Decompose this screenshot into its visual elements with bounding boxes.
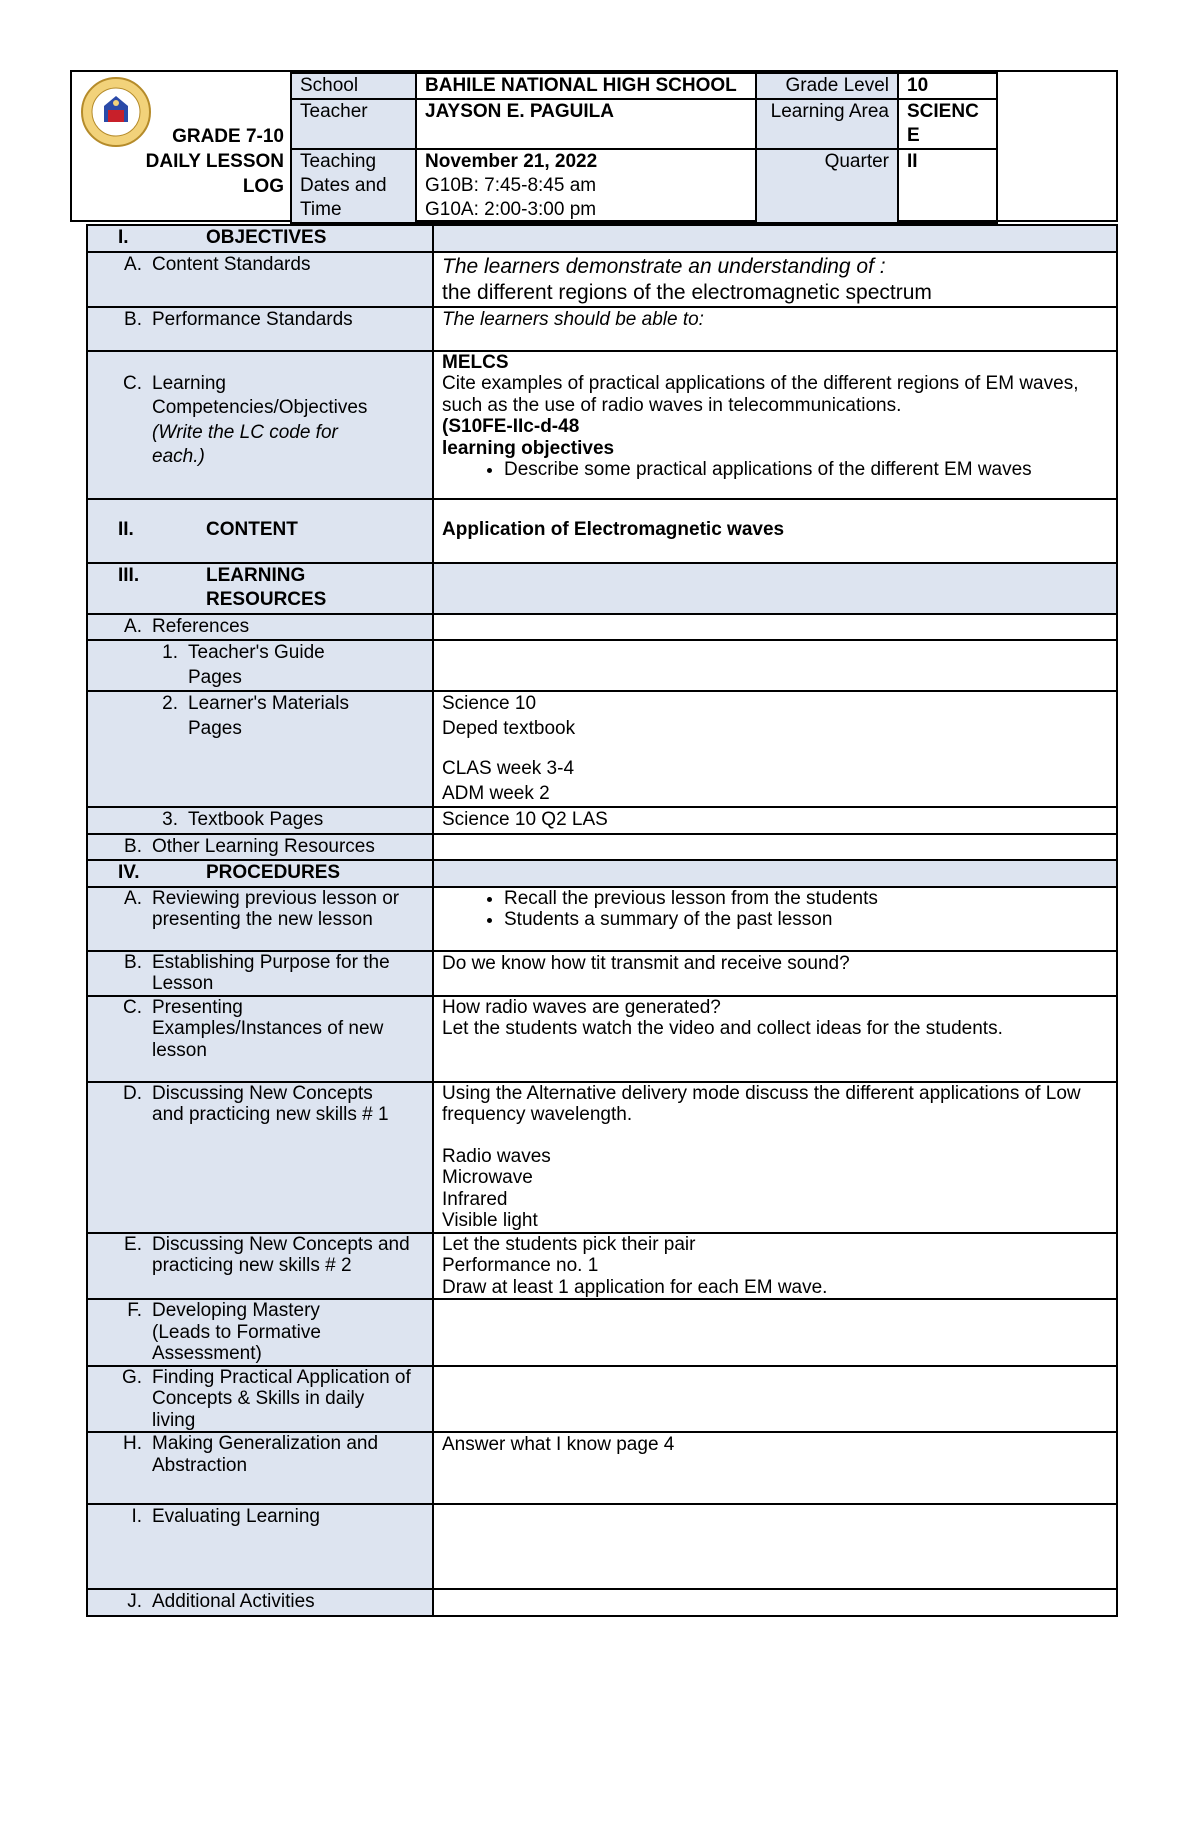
value-line: Visible light	[442, 1210, 538, 1231]
row-value: The learners should be able to:	[433, 307, 1117, 351]
school-value: BAHILE NATIONAL HIGH SCHOOL	[416, 73, 756, 99]
teacher-value: JAYSON E. PAGUILA	[416, 99, 756, 149]
row-label-text: Additional Activities	[152, 1591, 315, 1612]
lesson-log-title	[146, 124, 284, 199]
section-heading	[87, 499, 433, 563]
row-label-text: Discussing New Concepts and practicing new skills # 2	[152, 1233, 410, 1276]
value-line: How radio waves are generated?	[442, 996, 721, 1018]
value-line: Cite examples of practical applications of the different regions of EM waves, such as the use of radio waves in telecommunications.	[442, 373, 1079, 416]
row-letter: A.	[124, 887, 142, 909]
header-block	[70, 70, 1118, 222]
row-value: Answer what I know page 4	[433, 1432, 1117, 1504]
row-value	[433, 996, 1117, 1082]
row-label	[87, 807, 433, 834]
row-label	[87, 1504, 433, 1589]
row-label	[87, 252, 433, 307]
label-line: Learner's Materials	[188, 693, 349, 714]
title-line: DAILY LESSON	[145, 151, 284, 172]
value-line: (S10FE-IIc-d-48	[442, 416, 580, 437]
row-letter: B.	[124, 951, 142, 973]
label-line: Competencies/Objectives	[152, 397, 368, 418]
row-letter: A.	[124, 253, 142, 275]
table-row	[87, 307, 1117, 351]
row-value: Science 10 Q2 LAS	[433, 807, 1117, 834]
bullet-list	[442, 459, 1108, 481]
dates-value	[416, 149, 756, 223]
row-label-text	[188, 692, 349, 741]
section-title: PROCEDURES	[206, 862, 341, 883]
grade-level-value: 10	[898, 73, 997, 99]
label-line: (Write the LC code for	[152, 421, 338, 443]
grade-level-label: Grade Level	[756, 73, 898, 99]
content-value: Application of Electromagnetic waves	[433, 499, 1117, 563]
row-value	[433, 691, 1117, 807]
row-letter: C.	[123, 996, 142, 1018]
value-line: the different regions of the electromagnetic spectrum	[442, 280, 932, 304]
row-label-text: Evaluating Learning	[152, 1506, 320, 1527]
roman-numeral: I.	[118, 227, 129, 248]
table-row	[87, 834, 1117, 861]
value-line: Performance no. 1	[442, 1255, 599, 1276]
date: November 21, 2022	[425, 151, 598, 172]
value-line: Draw at least 1 application for each EM wave.	[442, 1276, 828, 1298]
table-row	[87, 1366, 1117, 1433]
row-label-text: Establishing Purpose for the Lesson	[152, 951, 390, 994]
row-label-text: Other Learning Resources	[152, 835, 375, 857]
table-row	[87, 807, 1117, 834]
row-label	[87, 351, 433, 499]
row-letter: I.	[131, 1506, 142, 1527]
row-label	[87, 1366, 433, 1433]
row-value	[433, 1233, 1117, 1300]
row-label-text: Making Generalization and Abstraction	[152, 1433, 379, 1476]
row-letter: B.	[124, 308, 142, 330]
lesson-log-table	[86, 224, 1118, 1617]
row-label-text: Content Standards	[152, 253, 311, 275]
row-label	[87, 1082, 433, 1233]
title-line: LOG	[242, 176, 284, 197]
teacher-label: Teacher	[291, 99, 416, 149]
row-label-text: Reviewing previous lesson or presenting the new lesson	[152, 887, 400, 930]
row-letter: C.	[123, 372, 142, 394]
value-line: Let the students watch the video and collect ideas for the students.	[442, 1018, 1003, 1039]
value-line: Using the Alternative delivery mode discuss the different applications of Low frequency wavelength.	[442, 1082, 1081, 1125]
section-resources	[87, 563, 1117, 614]
value-line: Science 10	[442, 693, 537, 714]
header-title-cell	[72, 72, 292, 220]
list-item: • Recall the previous lesson from the students	[504, 888, 1108, 910]
row-label-text: Textbook Pages	[188, 809, 324, 830]
value-line: Let the students pick their pair	[442, 1233, 696, 1255]
row-letter: H.	[123, 1433, 142, 1454]
table-row	[87, 1233, 1117, 1300]
roman-numeral: II.	[118, 519, 134, 541]
table-row	[87, 640, 1117, 691]
section-objectives	[87, 225, 1117, 252]
row-label	[87, 1589, 433, 1616]
row-label-text	[188, 641, 325, 690]
row-label	[87, 640, 433, 691]
label-line: Pages	[188, 666, 242, 688]
value-line: MELCS	[442, 351, 509, 373]
value-line: Infrared	[442, 1188, 508, 1210]
row-letter: F.	[127, 1300, 142, 1321]
title-line: RESOURCES	[206, 589, 327, 610]
value-line: learning objectives	[442, 437, 615, 459]
dates-label	[291, 149, 416, 223]
row-label	[87, 887, 433, 951]
quarter-value: II	[898, 149, 997, 223]
table-row	[87, 1082, 1117, 1233]
section-heading	[87, 860, 433, 887]
learning-area-line: SCIENC	[907, 101, 979, 122]
row-label	[87, 1432, 433, 1504]
table-row	[87, 1299, 1117, 1366]
label-line: Learning	[152, 372, 226, 394]
row-label-text: Finding Practical Application of Concepts & Skills in daily living	[152, 1366, 411, 1431]
label-line: each.)	[152, 446, 205, 467]
learning-area-line: E	[907, 125, 920, 146]
school-label: School	[291, 73, 416, 99]
value-line: Radio waves	[442, 1145, 551, 1167]
row-letter: B.	[124, 835, 142, 857]
roman-numeral: IV.	[118, 862, 140, 883]
row-value	[433, 1082, 1117, 1233]
schedule-time: G10A: 2:00-3:00 pm	[425, 199, 597, 220]
title-line: LEARNING	[206, 564, 306, 586]
value-line: CLAS week 3-4	[442, 758, 575, 779]
table-row	[87, 887, 1117, 951]
dates-label-line: Time	[300, 199, 342, 220]
dates-label-line: Dates and	[300, 175, 387, 196]
row-letter: G.	[121, 1366, 142, 1388]
row-label-text: Presenting Examples/Instances of new lesson	[152, 996, 384, 1061]
row-letter: D.	[123, 1082, 142, 1104]
row-letter: J.	[127, 1591, 142, 1612]
deped-seal-logo	[80, 76, 152, 148]
section-procedures	[87, 860, 1117, 887]
section-title: CONTENT	[206, 519, 298, 541]
row-number: 3.	[162, 809, 178, 830]
table-row	[87, 996, 1117, 1082]
learning-area-label: Learning Area	[756, 99, 898, 149]
value-line: Deped textbook	[442, 717, 576, 739]
row-label	[87, 834, 433, 861]
table-row	[87, 951, 1117, 996]
table-row	[87, 351, 1117, 499]
value-line: Microwave	[442, 1167, 533, 1188]
row-label	[87, 1299, 433, 1366]
roman-numeral: III.	[118, 564, 140, 586]
row-value	[433, 252, 1117, 307]
bullet-list	[442, 888, 1108, 931]
table-row	[87, 1504, 1117, 1589]
table-row	[87, 691, 1117, 807]
header-info-table	[290, 72, 998, 224]
row-label-text: Performance Standards	[152, 308, 353, 330]
row-label	[87, 951, 433, 996]
row-letter: E.	[124, 1233, 142, 1255]
learning-area-value	[898, 99, 997, 149]
row-label	[87, 614, 433, 641]
title-line: GRADE 7-10	[172, 126, 284, 147]
list-item: • Students a summary of the past lesson	[504, 909, 1108, 931]
section-title	[206, 564, 326, 613]
row-label	[87, 1233, 433, 1300]
table-row	[87, 252, 1117, 307]
row-label-text: Developing Mastery (Leads to Formative Assessment)	[152, 1300, 321, 1364]
row-letter: A.	[124, 615, 142, 637]
row-label	[87, 691, 433, 807]
section-heading	[87, 563, 433, 614]
dates-label-line: Teaching	[300, 151, 377, 172]
row-label-text: References	[152, 615, 250, 637]
section-title: OBJECTIVES	[206, 227, 327, 248]
section-content	[87, 499, 1117, 563]
schedule-time: G10B: 7:45-8:45 am	[425, 175, 597, 196]
row-value	[433, 351, 1117, 499]
row-label	[87, 996, 433, 1082]
row-label	[87, 307, 433, 351]
section-heading	[87, 225, 433, 252]
table-row	[87, 614, 1117, 641]
table-row	[87, 1589, 1117, 1616]
list-item: • Describe some practical applications of the different EM waves	[504, 459, 1108, 481]
row-number: 2.	[162, 693, 178, 714]
value-line: The learners demonstrate an understanding of :	[442, 254, 886, 278]
label-line: Pages	[188, 717, 242, 739]
value-line: ADM week 2	[442, 782, 550, 804]
label-line: Teacher's Guide	[188, 642, 325, 663]
row-label-text	[152, 372, 367, 470]
row-label-text: Discussing New Concepts and practicing new skills # 1	[152, 1082, 389, 1125]
row-number: 1.	[162, 642, 178, 663]
quarter-label: Quarter	[756, 149, 898, 223]
table-row	[87, 1432, 1117, 1504]
row-value	[433, 887, 1117, 951]
row-value: Do we know how tit transmit and receive sound?	[433, 951, 1117, 996]
